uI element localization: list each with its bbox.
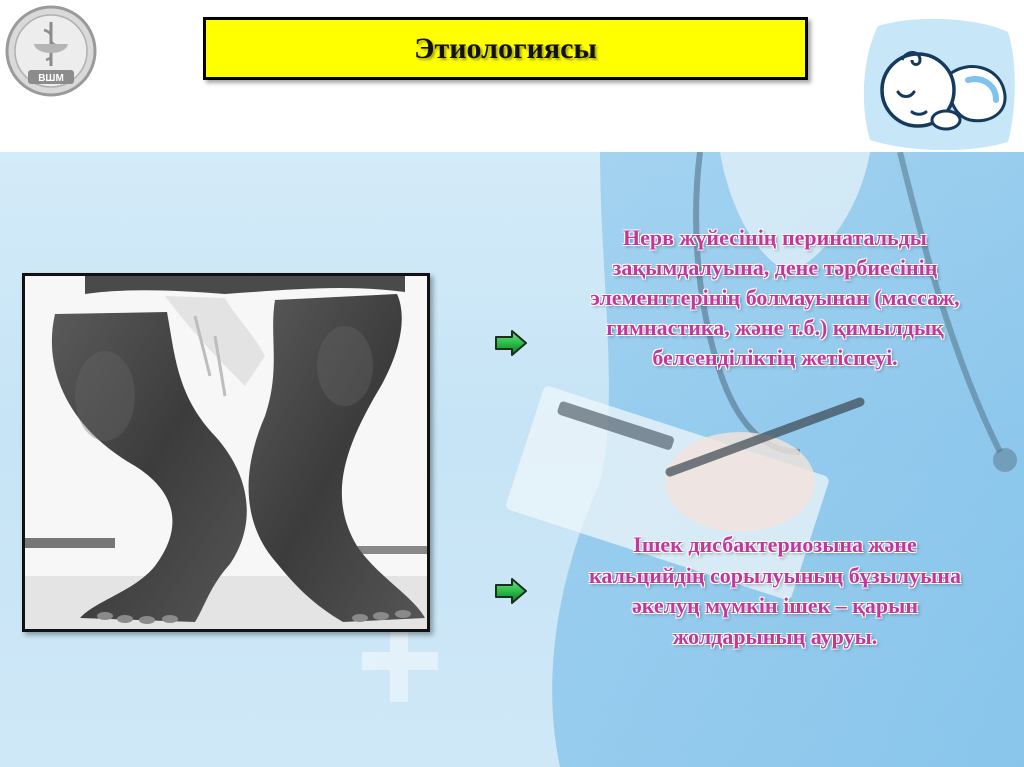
university-emblem-icon [4, 4, 98, 98]
text-line: Нерв жүйесінің перинатальды [622, 225, 927, 250]
text-line: гимнастика, және т.б.) қимылдық [606, 315, 944, 340]
title-box [203, 17, 808, 80]
text-line: элементтерінің болмауынан (массаж, [590, 285, 960, 310]
text-line: Ішек дисбактериозына және [633, 532, 917, 557]
text-line: белсенділіктің жетіспеуі. [652, 345, 898, 370]
text-line: жолдарының ауруы. [672, 623, 878, 649]
text-line: кальцийдің сорылуының бұзылуына [589, 562, 961, 588]
green-arrow-icon [494, 329, 528, 357]
sleeping-baby-icon [858, 12, 1018, 154]
text-block-nervous-system [530, 223, 1020, 373]
bowed-legs-photo [22, 273, 430, 632]
photo-image [25, 276, 427, 629]
text-block-intestinal [530, 530, 1020, 652]
page-title: Этиологиясы [414, 31, 597, 65]
text-line: әкелуң мүмкін ішек – қарын [632, 593, 918, 618]
text-line: зақымдалуына, дене тәрбиесінің [612, 255, 938, 280]
cross-decoration [362, 632, 438, 702]
logo-text: ВШМ [38, 73, 64, 84]
green-arrow-icon [494, 577, 528, 605]
